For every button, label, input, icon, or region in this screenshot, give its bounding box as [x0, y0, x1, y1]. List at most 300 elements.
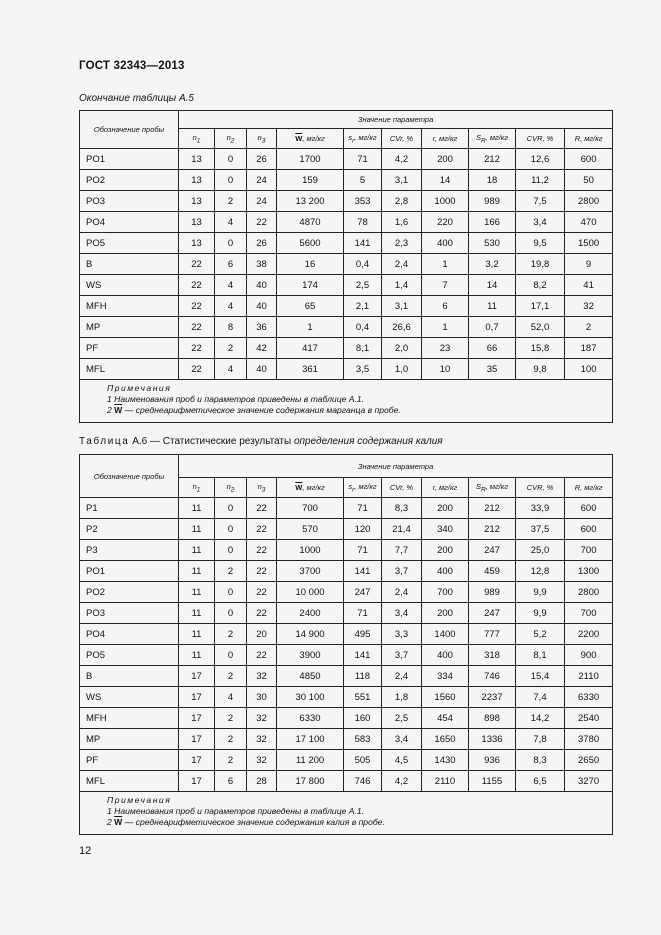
cell-cvR: 7,5 — [516, 191, 565, 212]
header-R: R, мг/кг — [565, 478, 613, 498]
header-n3: $n_3$ — [247, 129, 277, 149]
cell-r: 400 — [422, 645, 469, 666]
table-row — [80, 338, 613, 359]
cell-cvr: 1,6 — [382, 212, 422, 233]
table-a5-body — [80, 149, 613, 380]
cell-sample: PO4 — [80, 624, 179, 645]
cell-sample: MFL — [80, 359, 179, 380]
cell-n3: 32 — [247, 666, 277, 687]
table-row — [80, 275, 613, 296]
cell-R: 1500 — [565, 233, 613, 254]
cell-R: 2800 — [565, 191, 613, 212]
cell-n1: 22 — [179, 338, 215, 359]
cell-r: 1 — [422, 317, 469, 338]
cell-sr: 141 — [344, 233, 382, 254]
cell-sR: 989 — [469, 582, 516, 603]
cell-sr: 71 — [344, 498, 382, 519]
cell-n2: 4 — [215, 687, 247, 708]
cell-sample: PO3 — [80, 603, 179, 624]
table-row — [80, 191, 613, 212]
cell-n1: 17 — [179, 750, 215, 771]
cell-sample: MP — [80, 317, 179, 338]
cell-sR: 66 — [469, 338, 516, 359]
cell-n3: 22 — [247, 540, 277, 561]
cell-r: 200 — [422, 603, 469, 624]
cell-n2: 6 — [215, 771, 247, 792]
cell-sR: 2237 — [469, 687, 516, 708]
cell-mean: 4850 — [277, 666, 344, 687]
cell-R: 100 — [565, 359, 613, 380]
cell-n2: 0 — [215, 645, 247, 666]
cell-sR: 247 — [469, 540, 516, 561]
cell-mean: 361 — [277, 359, 344, 380]
cell-n1: 22 — [179, 296, 215, 317]
cell-r: 340 — [422, 519, 469, 540]
cell-n3: 40 — [247, 359, 277, 380]
cell-n1: 11 — [179, 603, 215, 624]
cell-n1: 13 — [179, 212, 215, 233]
table-row — [80, 296, 613, 317]
cell-mean: 1000 — [277, 540, 344, 561]
cell-n2: 0 — [215, 498, 247, 519]
cell-n1: 22 — [179, 275, 215, 296]
cell-n1: 22 — [179, 317, 215, 338]
note-2: 2 $\overline{W}$ — среднеарифметическое значение содержания калия в пробе. — [107, 817, 385, 827]
cell-n1: 11 — [179, 582, 215, 603]
cell-mean: 570 — [277, 519, 344, 540]
cell-n3: 22 — [247, 561, 277, 582]
cell-r: 700 — [422, 582, 469, 603]
cell-mean: 17 100 — [277, 729, 344, 750]
cell-cvR: 9,5 — [516, 233, 565, 254]
cell-sample: MFL — [80, 771, 179, 792]
cell-r: 23 — [422, 338, 469, 359]
table-a6-body — [80, 498, 613, 792]
cell-mean: 6330 — [277, 708, 344, 729]
cell-n2: 2 — [215, 750, 247, 771]
note-2: 2 $\overline{W}$ — среднеарифметическое значение содержания марганца в пробе. — [107, 405, 401, 415]
cell-sr: 160 — [344, 708, 382, 729]
header-sR: $S_R$, мг/кг — [469, 478, 516, 498]
cell-n3: 32 — [247, 729, 277, 750]
cell-mean: 10 000 — [277, 582, 344, 603]
cell-r: 200 — [422, 498, 469, 519]
cell-R: 700 — [565, 603, 613, 624]
cell-sR: 1336 — [469, 729, 516, 750]
cell-cvR: 9,9 — [516, 603, 565, 624]
cell-sample: PO1 — [80, 561, 179, 582]
cell-sR: 18 — [469, 170, 516, 191]
header-r: r, мг/кг — [422, 129, 469, 149]
cell-cvR: 9,9 — [516, 582, 565, 603]
table-row — [80, 540, 613, 561]
cell-cvr: 3,7 — [382, 561, 422, 582]
header-R: R, мг/кг — [565, 129, 613, 149]
cell-cvR: 17,1 — [516, 296, 565, 317]
cell-n2: 0 — [215, 149, 247, 170]
cell-sR: 777 — [469, 624, 516, 645]
cell-R: 700 — [565, 540, 613, 561]
cell-cvr: 3,3 — [382, 624, 422, 645]
cell-n1: 22 — [179, 254, 215, 275]
cell-sr: 3,5 — [344, 359, 382, 380]
cell-cvr: 2,8 — [382, 191, 422, 212]
header-cvR: CVR, % — [516, 129, 565, 149]
cell-R: 2540 — [565, 708, 613, 729]
table-row — [80, 687, 613, 708]
cell-mean: 1700 — [277, 149, 344, 170]
table-row — [80, 498, 613, 519]
cell-cvR: 8,3 — [516, 750, 565, 771]
cell-cvr: 3,7 — [382, 645, 422, 666]
cell-sR: 0,7 — [469, 317, 516, 338]
cell-sR: 936 — [469, 750, 516, 771]
cell-n2: 2 — [215, 708, 247, 729]
cell-cvR: 14,2 — [516, 708, 565, 729]
header-cvr: CVr, % — [382, 129, 422, 149]
cell-n3: 24 — [247, 170, 277, 191]
cell-sr: 505 — [344, 750, 382, 771]
cell-mean: 174 — [277, 275, 344, 296]
table-row — [80, 645, 613, 666]
cell-mean: 14 900 — [277, 624, 344, 645]
cell-cvr: 3,4 — [382, 603, 422, 624]
cell-cvr: 4,2 — [382, 771, 422, 792]
cell-n1: 17 — [179, 708, 215, 729]
cell-sample: PO2 — [80, 582, 179, 603]
cell-cvr: 4,5 — [382, 750, 422, 771]
table-row — [80, 317, 613, 338]
header-sR: $S_R$, мг/кг — [469, 129, 516, 149]
cell-r: 7 — [422, 275, 469, 296]
cell-sr: 78 — [344, 212, 382, 233]
cell-n1: 17 — [179, 687, 215, 708]
cell-cvr: 2,0 — [382, 338, 422, 359]
cell-cvR: 33,9 — [516, 498, 565, 519]
cell-mean: 16 — [277, 254, 344, 275]
header-sample-designation: Обозначение пробы — [80, 455, 179, 498]
cell-R: 2200 — [565, 624, 613, 645]
cell-mean: 2400 — [277, 603, 344, 624]
cell-n2: 4 — [215, 275, 247, 296]
cell-R: 41 — [565, 275, 613, 296]
cell-n2: 2 — [215, 624, 247, 645]
cell-sr: 0,4 — [344, 317, 382, 338]
header-n1: $n_1$ — [179, 478, 215, 498]
table1-caption: Окончание таблицы А.5 — [79, 93, 194, 104]
cell-sR: 212 — [469, 519, 516, 540]
table-row — [80, 519, 613, 540]
cell-sR: 212 — [469, 498, 516, 519]
mean-symbol: $\overline{W}$ — [114, 405, 123, 415]
cell-cvR: 15,8 — [516, 338, 565, 359]
cell-n3: 22 — [247, 519, 277, 540]
table-row — [80, 359, 613, 380]
cell-sample: P3 — [80, 540, 179, 561]
cell-sR: 530 — [469, 233, 516, 254]
cell-R: 2650 — [565, 750, 613, 771]
cell-r: 400 — [422, 233, 469, 254]
cell-R: 600 — [565, 498, 613, 519]
cell-cvR: 8,2 — [516, 275, 565, 296]
cell-n3: 22 — [247, 603, 277, 624]
cell-r: 1650 — [422, 729, 469, 750]
cell-mean: 3900 — [277, 645, 344, 666]
cell-n2: 2 — [215, 338, 247, 359]
table-row — [80, 603, 613, 624]
cell-cvR: 25,0 — [516, 540, 565, 561]
cell-n2: 2 — [215, 729, 247, 750]
cell-sR: 746 — [469, 666, 516, 687]
cell-sample: PO3 — [80, 191, 179, 212]
cell-R: 600 — [565, 519, 613, 540]
cell-R: 600 — [565, 149, 613, 170]
cell-mean: 5600 — [277, 233, 344, 254]
table-row — [80, 708, 613, 729]
cell-sample: MFH — [80, 296, 179, 317]
cell-n3: 28 — [247, 771, 277, 792]
document-title: ГОСТ 32343—2013 — [79, 60, 185, 72]
cell-cvr: 21,4 — [382, 519, 422, 540]
cell-mean: 3700 — [277, 561, 344, 582]
cell-n3: 32 — [247, 750, 277, 771]
cell-mean: 65 — [277, 296, 344, 317]
header-sample-designation: Обозначение пробы — [80, 111, 179, 149]
cell-mean: 159 — [277, 170, 344, 191]
table-row — [80, 212, 613, 233]
cell-cvr: 4,2 — [382, 149, 422, 170]
header-cvR: CVR, % — [516, 478, 565, 498]
notes-heading: Примечания — [107, 383, 172, 393]
table-row — [80, 624, 613, 645]
cell-n3: 38 — [247, 254, 277, 275]
cell-sr: 141 — [344, 645, 382, 666]
cell-sr: 495 — [344, 624, 382, 645]
cell-n1: 11 — [179, 645, 215, 666]
cell-cvR: 7,8 — [516, 729, 565, 750]
cell-sample: B — [80, 666, 179, 687]
header-n2: $n_2$ — [215, 129, 247, 149]
cell-sr: 247 — [344, 582, 382, 603]
cell-n2: 0 — [215, 582, 247, 603]
cell-mean: 4870 — [277, 212, 344, 233]
cell-cvR: 12,6 — [516, 149, 565, 170]
cell-cvr: 3,1 — [382, 296, 422, 317]
cell-sR: 989 — [469, 191, 516, 212]
cell-sample: WS — [80, 687, 179, 708]
cell-n2: 4 — [215, 212, 247, 233]
cell-n2: 0 — [215, 170, 247, 191]
header-r: r, мг/кг — [422, 478, 469, 498]
cell-n1: 11 — [179, 624, 215, 645]
cell-n1: 13 — [179, 170, 215, 191]
cell-sR: 459 — [469, 561, 516, 582]
cell-n3: 24 — [247, 191, 277, 212]
table-row — [80, 771, 613, 792]
cell-n1: 13 — [179, 233, 215, 254]
cell-sr: 583 — [344, 729, 382, 750]
cell-cvR: 3,4 — [516, 212, 565, 233]
cell-sample: PO5 — [80, 645, 179, 666]
cell-n1: 11 — [179, 561, 215, 582]
cell-cvR: 37,5 — [516, 519, 565, 540]
cell-n2: 4 — [215, 296, 247, 317]
cell-sr: 71 — [344, 540, 382, 561]
cell-sr: 120 — [344, 519, 382, 540]
cell-sr: 118 — [344, 666, 382, 687]
cell-n1: 22 — [179, 359, 215, 380]
cell-cvR: 5,2 — [516, 624, 565, 645]
cell-n3: 40 — [247, 275, 277, 296]
cell-R: 2110 — [565, 666, 613, 687]
cell-mean: 700 — [277, 498, 344, 519]
table-row — [80, 582, 613, 603]
cell-R: 6330 — [565, 687, 613, 708]
cell-cvr: 2,4 — [382, 582, 422, 603]
cell-r: 1000 — [422, 191, 469, 212]
cell-sr: 141 — [344, 561, 382, 582]
cell-n1: 13 — [179, 191, 215, 212]
cell-sample: MP — [80, 729, 179, 750]
cell-sample: PO1 — [80, 149, 179, 170]
cell-r: 2110 — [422, 771, 469, 792]
cell-r: 14 — [422, 170, 469, 191]
cell-mean: 11 200 — [277, 750, 344, 771]
header-n2: $n_2$ — [215, 478, 247, 498]
cell-r: 200 — [422, 540, 469, 561]
cell-r: 10 — [422, 359, 469, 380]
cell-sR: 14 — [469, 275, 516, 296]
cell-sr: 2,1 — [344, 296, 382, 317]
header-sr: $s_r$, мг/кг — [344, 129, 382, 149]
cell-sample: P2 — [80, 519, 179, 540]
cell-r: 400 — [422, 561, 469, 582]
cell-cvR: 11,2 — [516, 170, 565, 191]
cell-r: 6 — [422, 296, 469, 317]
header-sr: $s_r$, мг/кг — [344, 478, 382, 498]
cell-sr: 551 — [344, 687, 382, 708]
table-row — [80, 149, 613, 170]
cell-sR: 318 — [469, 645, 516, 666]
cell-sr: 0,4 — [344, 254, 382, 275]
cell-R: 50 — [565, 170, 613, 191]
cell-sR: 212 — [469, 149, 516, 170]
header-mean: $\overline{W}$, мг/кг — [277, 478, 344, 498]
cell-cvr: 7,7 — [382, 540, 422, 561]
cell-cvr: 1,0 — [382, 359, 422, 380]
cell-sr: 71 — [344, 603, 382, 624]
cell-sample: MFH — [80, 708, 179, 729]
cell-mean: 17 800 — [277, 771, 344, 792]
cell-n2: 0 — [215, 603, 247, 624]
table-row — [80, 729, 613, 750]
cell-n2: 2 — [215, 191, 247, 212]
cell-mean: 30 100 — [277, 687, 344, 708]
cell-r: 200 — [422, 149, 469, 170]
cell-n3: 30 — [247, 687, 277, 708]
cell-sample: PO4 — [80, 212, 179, 233]
cell-n3: 42 — [247, 338, 277, 359]
cell-cvr: 26,6 — [382, 317, 422, 338]
cell-cvR: 12,8 — [516, 561, 565, 582]
cell-cvr: 2,4 — [382, 254, 422, 275]
cell-sR: 35 — [469, 359, 516, 380]
mean-symbol: $\overline{W}$ — [114, 817, 123, 827]
table-a5-notes — [80, 380, 613, 423]
cell-n2: 8 — [215, 317, 247, 338]
table-a6-notes — [80, 792, 613, 835]
cell-cvr: 3,4 — [382, 729, 422, 750]
cell-sR: 166 — [469, 212, 516, 233]
cell-cvr: 2,4 — [382, 666, 422, 687]
header-mean: $\overline{W}$, мг/кг — [277, 129, 344, 149]
table-row — [80, 561, 613, 582]
cell-r: 454 — [422, 708, 469, 729]
header-parameter-value: Значение параметра — [179, 455, 613, 478]
cell-sample: WS — [80, 275, 179, 296]
header-n3: $n_3$ — [247, 478, 277, 498]
cell-n2: 6 — [215, 254, 247, 275]
cell-sr: 5 — [344, 170, 382, 191]
cell-r: 334 — [422, 666, 469, 687]
cell-r: 1560 — [422, 687, 469, 708]
cell-n3: 36 — [247, 317, 277, 338]
cell-R: 32 — [565, 296, 613, 317]
cell-n1: 17 — [179, 771, 215, 792]
header-cvr: CVr, % — [382, 478, 422, 498]
cell-n1: 11 — [179, 498, 215, 519]
cell-cvR: 19,8 — [516, 254, 565, 275]
cell-cvr: 2,3 — [382, 233, 422, 254]
cell-cvr: 2,5 — [382, 708, 422, 729]
cell-cvR: 52,0 — [516, 317, 565, 338]
cell-cvR: 6,5 — [516, 771, 565, 792]
cell-R: 470 — [565, 212, 613, 233]
table2-caption: Таблица А.6 — Статистические результаты определения содержания калия — [79, 436, 443, 447]
header-parameter-value: Значение параметра — [179, 111, 613, 129]
cell-n3: 26 — [247, 149, 277, 170]
cell-mean: 13 200 — [277, 191, 344, 212]
cell-sample: B — [80, 254, 179, 275]
cell-sR: 11 — [469, 296, 516, 317]
cell-R: 9 — [565, 254, 613, 275]
cell-cvR: 7,4 — [516, 687, 565, 708]
cell-R: 3780 — [565, 729, 613, 750]
cell-sr: 746 — [344, 771, 382, 792]
cell-n2: 0 — [215, 519, 247, 540]
cell-n3: 20 — [247, 624, 277, 645]
table-row — [80, 666, 613, 687]
table-row — [80, 170, 613, 191]
cell-n3: 40 — [247, 296, 277, 317]
note-1: 1 Наименования проб и параметров приведены в таблице А.1. — [107, 806, 365, 816]
cell-R: 3270 — [565, 771, 613, 792]
cell-sample: PO2 — [80, 170, 179, 191]
cell-n3: 22 — [247, 582, 277, 603]
cell-sr: 71 — [344, 149, 382, 170]
cell-sR: 898 — [469, 708, 516, 729]
cell-cvr: 8,3 — [382, 498, 422, 519]
cell-cvr: 1,8 — [382, 687, 422, 708]
header-n1: $n_1$ — [179, 129, 215, 149]
cell-sample: PO5 — [80, 233, 179, 254]
cell-n1: 11 — [179, 519, 215, 540]
cell-R: 2800 — [565, 582, 613, 603]
cell-n2: 0 — [215, 540, 247, 561]
cell-n3: 22 — [247, 645, 277, 666]
cell-n1: 11 — [179, 540, 215, 561]
table-a5 — [79, 110, 613, 423]
